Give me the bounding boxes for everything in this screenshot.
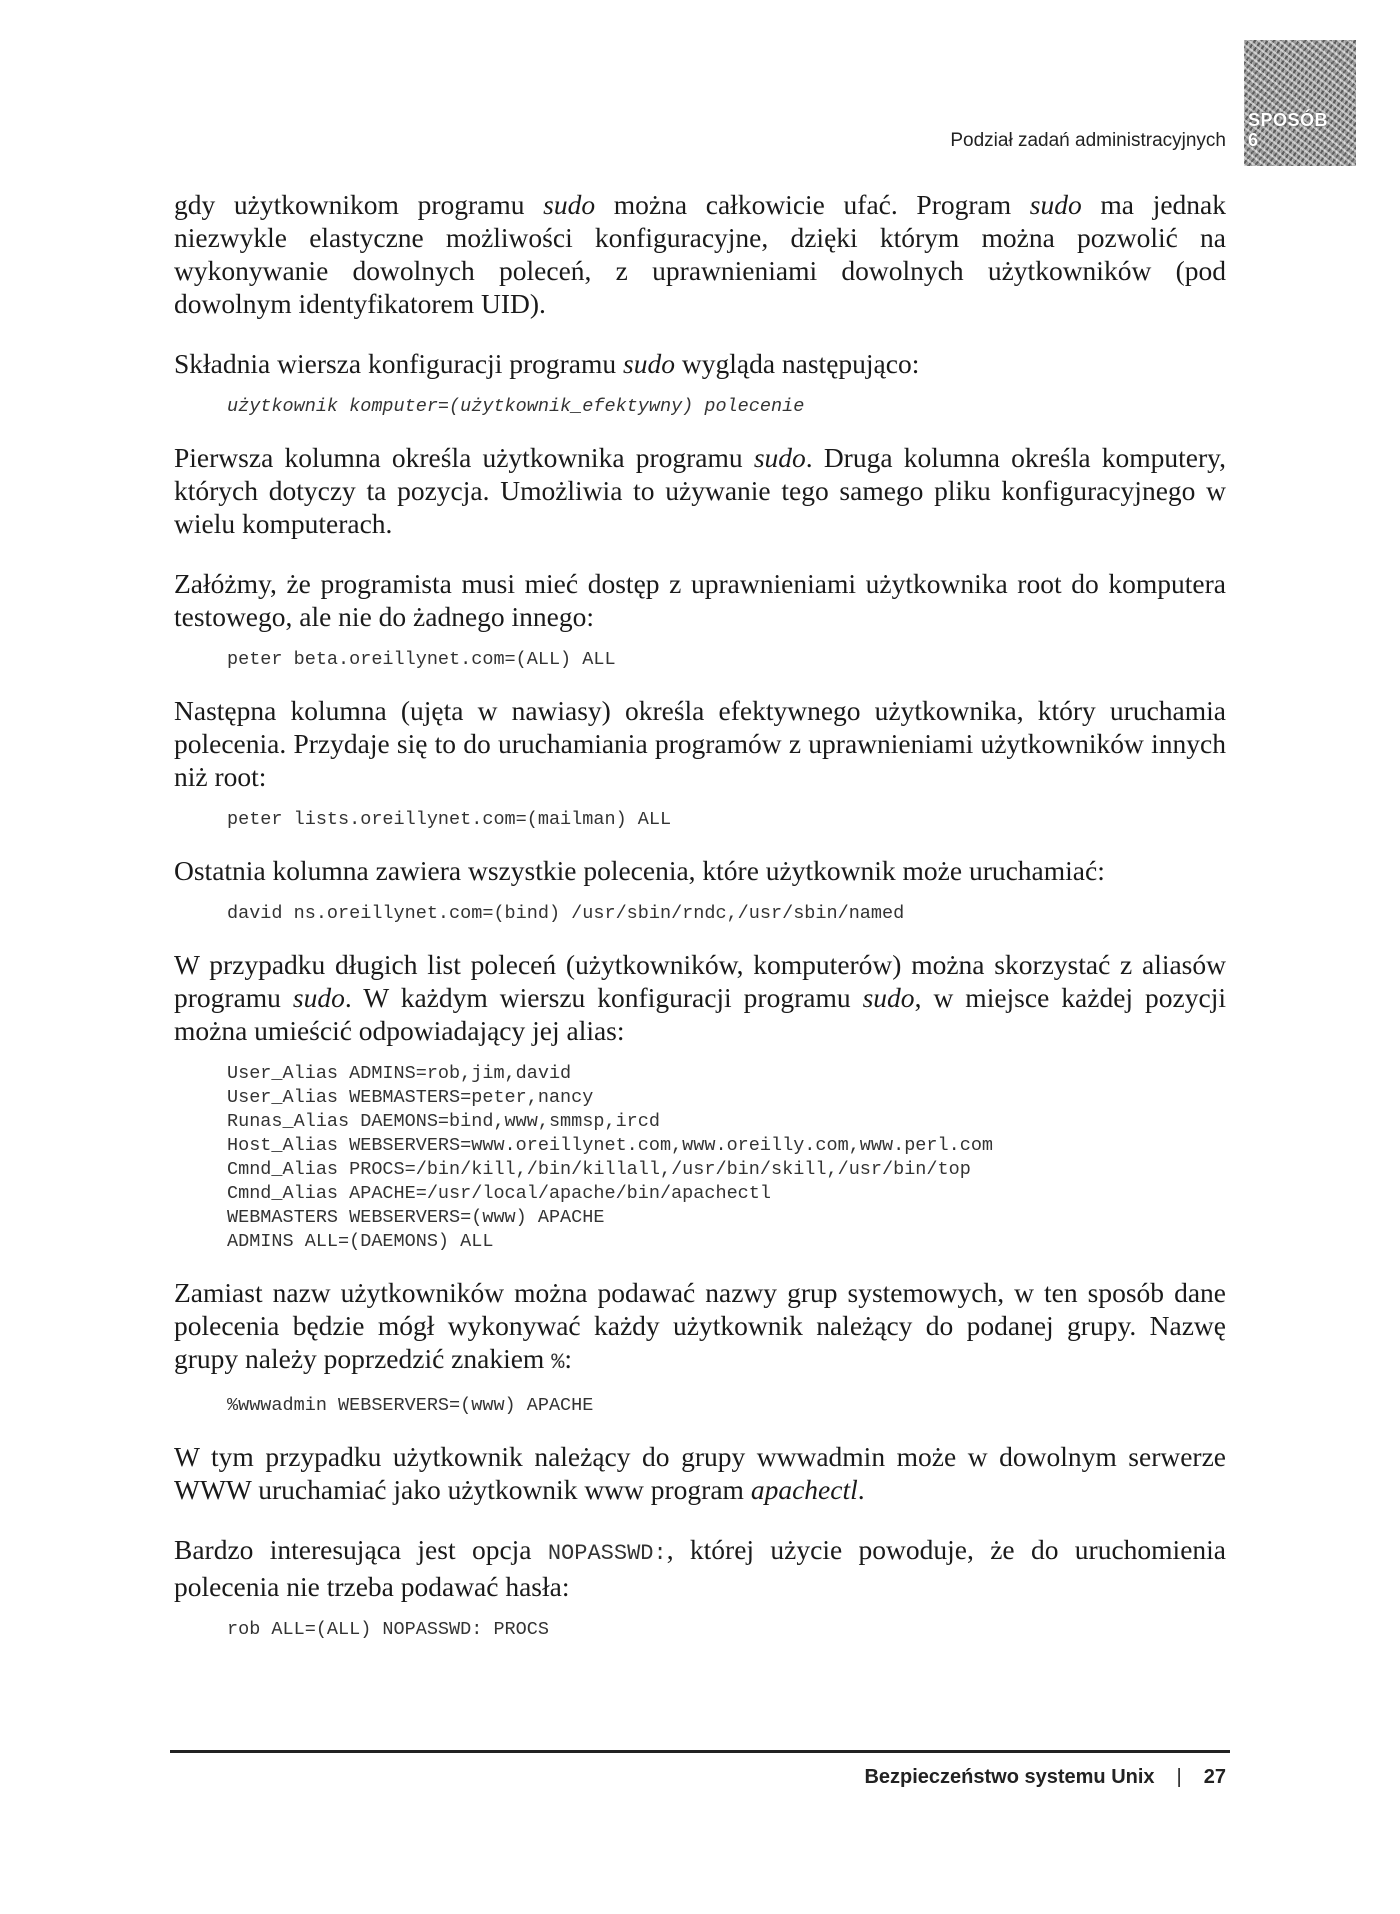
- text-run: Pierwsza kolumna określa użytkownika programu: [174, 442, 754, 473]
- text-run: gdy użytkownikom programu: [174, 189, 544, 220]
- code-block: użytkownik komputer=(użytkownik_efektywny) polecenie: [227, 396, 805, 417]
- text-run: ma jednak niezwykle elastyczne możliwości konfiguracyjne, dzięki którym można pozwolić na wykonywanie dowolnych poleceń, z uprawnieniami dowolnych użytkowników (pod dowolnym identyfikatorem UID).: [174, 189, 1226, 319]
- text-run: Zamiast nazw użytkowników można podawać nazwy grup systemowych, w ten sposób dane polecenia będzie mógł wykonywać każdy użytkownik należący do podanej grupy. Nazwę grupy należy poprzedzić znakiem: [174, 1277, 1226, 1374]
- italic-term: sudo: [1029, 189, 1082, 220]
- code-block: %wwwadmin WEBSERVERS=(www) APACHE: [227, 1395, 594, 1416]
- paragraph: [174, 441, 1226, 540]
- inline-code: NOPASSWD:: [547, 1541, 667, 1566]
- text-run: Ostatnia kolumna zawiera wszystkie polecenia, które użytkownik może uruchamiać:: [174, 855, 1105, 886]
- hack-badge: [1244, 40, 1356, 166]
- footer-separator: |: [1176, 1766, 1182, 1788]
- text-run: W przypadku długich list poleceń (użytkowników, komputerów) można skorzystać z aliasów programu: [174, 949, 1226, 1013]
- text-run: wygląda następująco:: [674, 348, 920, 379]
- italic-term: sudo: [862, 982, 915, 1013]
- text-run: , której użycie powoduje, że do uruchomienia polecenia nie trzeba podawać hasła:: [174, 1534, 1226, 1602]
- text-run: .: [857, 1474, 865, 1505]
- paragraph: [174, 567, 1226, 633]
- italic-term: sudo: [543, 189, 596, 220]
- paragraph: [174, 1440, 1226, 1506]
- text-run: Bardzo interesująca jest opcja: [174, 1534, 548, 1565]
- running-header: Podział zadań administracyjnych: [950, 130, 1226, 151]
- italic-term: sudo: [623, 348, 675, 379]
- code-block: User_Alias ADMINS=rob,jim,david User_Alias WEBMASTERS=peter,nancy Runas_Alias DAEMONS=bind,www,smmsp,ircd Host_Alias WEBSERVERS=www.oreillynet.com,www.oreilly.com,www.perl.com Cmnd_Alias PROCS=/bin/kill,/bin/killall,/usr/bin/skill,/usr/bin/top Cmnd_Alias APACHE=/usr/local/apache/bin/apachectl WEBMASTERS WEBSERVERS=(www) APACHE ADMINS ALL=(DAEMONS) ALL: [227, 1063, 994, 1252]
- text-run: Następna kolumna (ujęta w nawiasy) określa efektywnego użytkownika, który uruchamia polecenia. Przydaje się to do uruchamiania programów z uprawnieniami użytkowników innych niż root:: [174, 695, 1226, 792]
- italic-term: apachectl: [750, 1474, 858, 1505]
- text-run: . W każdym wierszu konfiguracji programu: [344, 982, 863, 1013]
- text-run: Załóżmy, że programista musi mieć dostęp z uprawnieniami użytkownika root do komputera testowego, ale nie do żadnego innego:: [174, 568, 1226, 632]
- paragraph: [174, 694, 1226, 793]
- text-run: :: [564, 1343, 573, 1374]
- paragraph: [174, 854, 1226, 887]
- italic-term: sudo: [753, 442, 806, 473]
- paragraph: [174, 1276, 1226, 1379]
- footer-rule: [170, 1750, 1230, 1753]
- book-title: Bezpieczeństwo systemu Unix: [864, 1766, 1155, 1788]
- badge-number: 6: [1248, 130, 1259, 150]
- code-block: david ns.oreillynet.com=(bind) /usr/sbin/rndc,/usr/sbin/named: [227, 903, 905, 924]
- paragraph: [174, 188, 1226, 320]
- page-body: [174, 188, 1226, 1664]
- inline-code: %: [551, 1350, 565, 1375]
- text-run: można całkowicie ufać. Program: [595, 189, 1030, 220]
- badge-label: SPOSÓB: [1248, 110, 1329, 130]
- page-footer: [864, 1766, 1226, 1789]
- code-block: rob ALL=(ALL) NOPASSWD: PROCS: [227, 1619, 549, 1640]
- paragraph: [174, 948, 1226, 1047]
- page-number: 27: [1203, 1766, 1226, 1788]
- text-run: . Druga kolumna określa komputery, których dotyczy ta pozycja. Umożliwia to używanie tego samego pliku konfiguracyjnego w wielu komputerach.: [174, 442, 1226, 539]
- badge-text: [1248, 110, 1328, 150]
- paragraph: [174, 347, 1226, 380]
- code-block: peter lists.oreillynet.com=(mailman) ALL: [227, 809, 672, 830]
- text-run: , w miejsce każdej pozycji można umieścić odpowiadający jej alias:: [174, 982, 1226, 1046]
- paragraph: [174, 1533, 1226, 1603]
- text-run: Składnia wiersza konfiguracji programu: [174, 348, 624, 379]
- italic-term: sudo: [292, 982, 345, 1013]
- code-block: peter beta.oreillynet.com=(ALL) ALL: [227, 649, 616, 670]
- text-run: W tym przypadku użytkownik należący do grupy wwwadmin może w dowolnym serwerze WWW uruchamiać jako użytkownik www program: [174, 1441, 1226, 1505]
